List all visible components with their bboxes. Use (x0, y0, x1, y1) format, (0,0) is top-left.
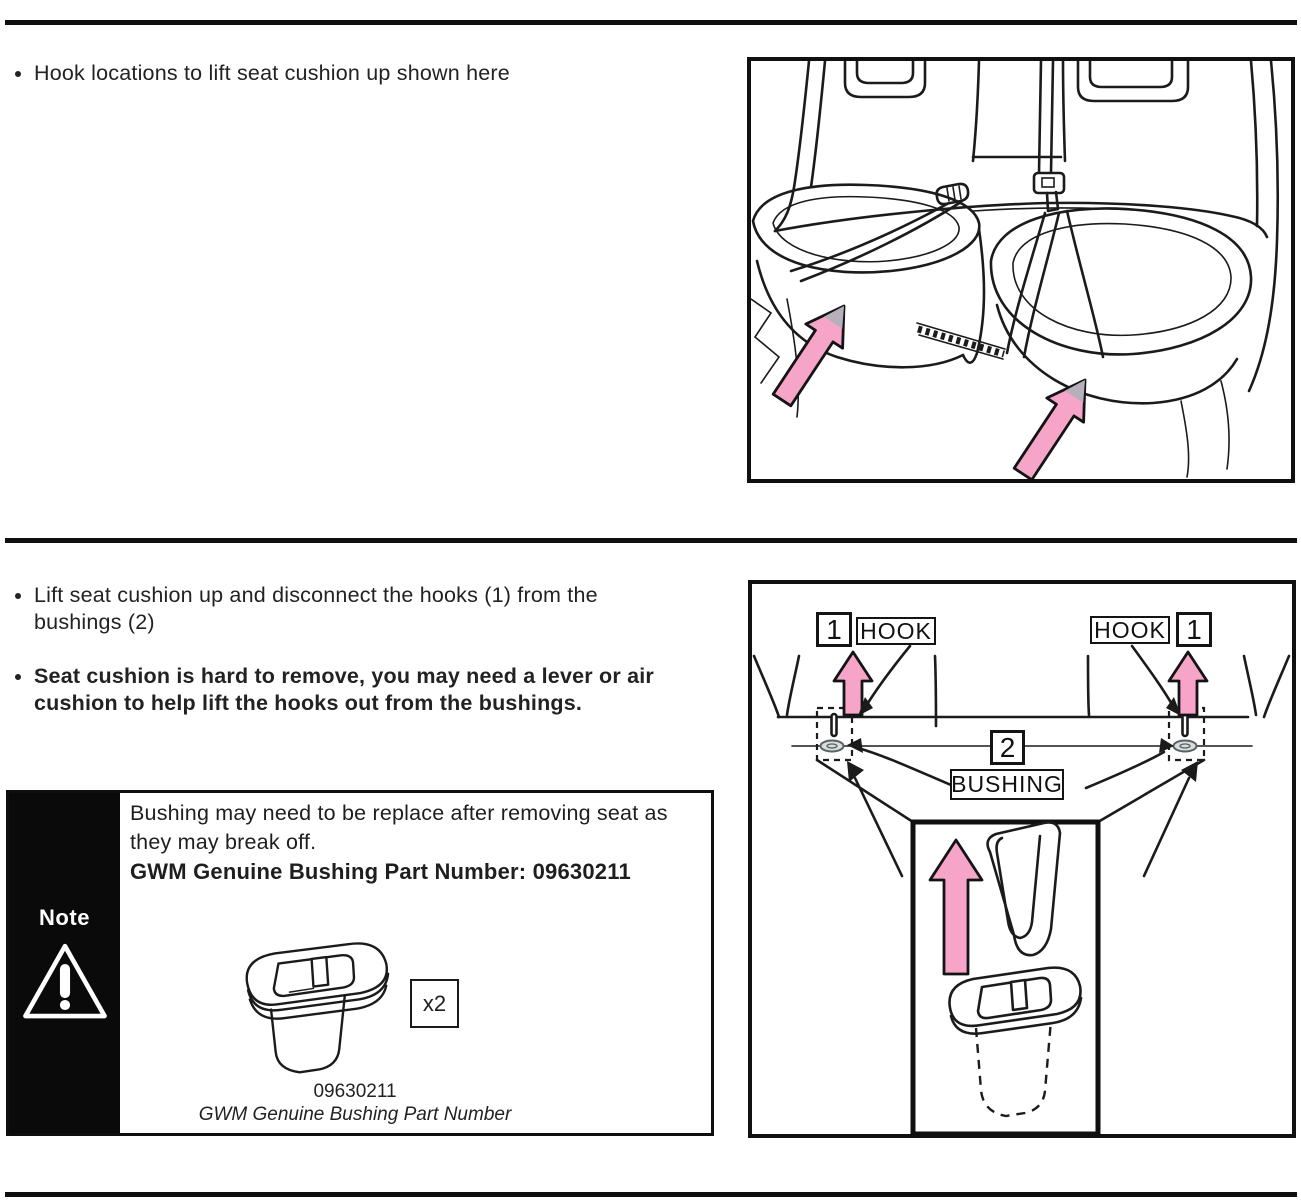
warning-triangle-icon (19, 939, 111, 1025)
callout-1-left: 1 (816, 612, 852, 647)
bushing-label: BUSHING (950, 769, 1064, 800)
bushing-pointer-arrow-left (858, 748, 958, 788)
step-instruction-block (12, 582, 712, 717)
hook-pointer-arrow-right (1132, 646, 1173, 706)
note-label: Note (39, 905, 90, 930)
callout-funnel-right (1098, 760, 1204, 822)
floor-lines (751, 299, 779, 383)
divider-bottom (5, 1192, 1297, 1197)
detail-arrow-left (855, 778, 902, 876)
note-content (120, 793, 711, 1133)
rear-seat-drawing (751, 61, 1291, 479)
hook-bushing-diagram-art (752, 584, 1292, 1134)
quantity-badge: x2 (410, 979, 459, 1028)
bushing-part-figure (232, 935, 417, 1087)
bushing-part-drawing (232, 935, 417, 1087)
seatbelt-buckle (1034, 173, 1064, 193)
hook-pin-right (1183, 714, 1188, 736)
hook-label-left: HOOK (856, 617, 936, 645)
instruction-hard-to-remove: • Seat cushion is hard to remove, you may need a lever or air cushion to help lift the hooks out from the bushings. (34, 663, 679, 717)
bushing-pointer-arrow-right (1086, 752, 1164, 788)
hook-label-right: HOOK (1090, 616, 1170, 644)
hook-bushing-diagram-panel (748, 580, 1296, 1138)
callout-funnel-left (817, 760, 913, 822)
top-instruction-block (12, 60, 712, 87)
stitch-strap (917, 323, 1005, 349)
divider-top (5, 20, 1297, 25)
note-box (6, 790, 714, 1136)
seat-illustration-panel (747, 57, 1295, 483)
callout-1-right: 1 (1176, 612, 1212, 647)
instruction-hook-locations: • Hook locations to lift seat cushion up shown here (34, 60, 712, 87)
instruction-lift-cushion: • Lift seat cushion up and disconnect the hooks (1) from the bushings (2) (34, 582, 634, 636)
note-sidebar (9, 793, 120, 1133)
note-body-text: Bushing may need to be replace after removing seat as they may break off. (130, 801, 668, 854)
note-part-number-line: GWM Genuine Bushing Part Number: 09630211 (130, 859, 631, 884)
callout-2: 2 (990, 730, 1025, 765)
divider-middle (5, 538, 1297, 543)
part-number-caption: 09630211 (313, 1081, 397, 1102)
bushing-right (1174, 741, 1197, 752)
part-caption (120, 1081, 590, 1127)
bushing-left (821, 741, 844, 752)
part-name-caption: GWM Genuine Bushing Part Number (198, 1104, 512, 1125)
hook-pin-left (832, 714, 837, 736)
hook-pointer-arrow-left (866, 646, 910, 706)
hook-location-arrow-right (1014, 380, 1085, 479)
detail-arrow-right (1144, 778, 1189, 876)
